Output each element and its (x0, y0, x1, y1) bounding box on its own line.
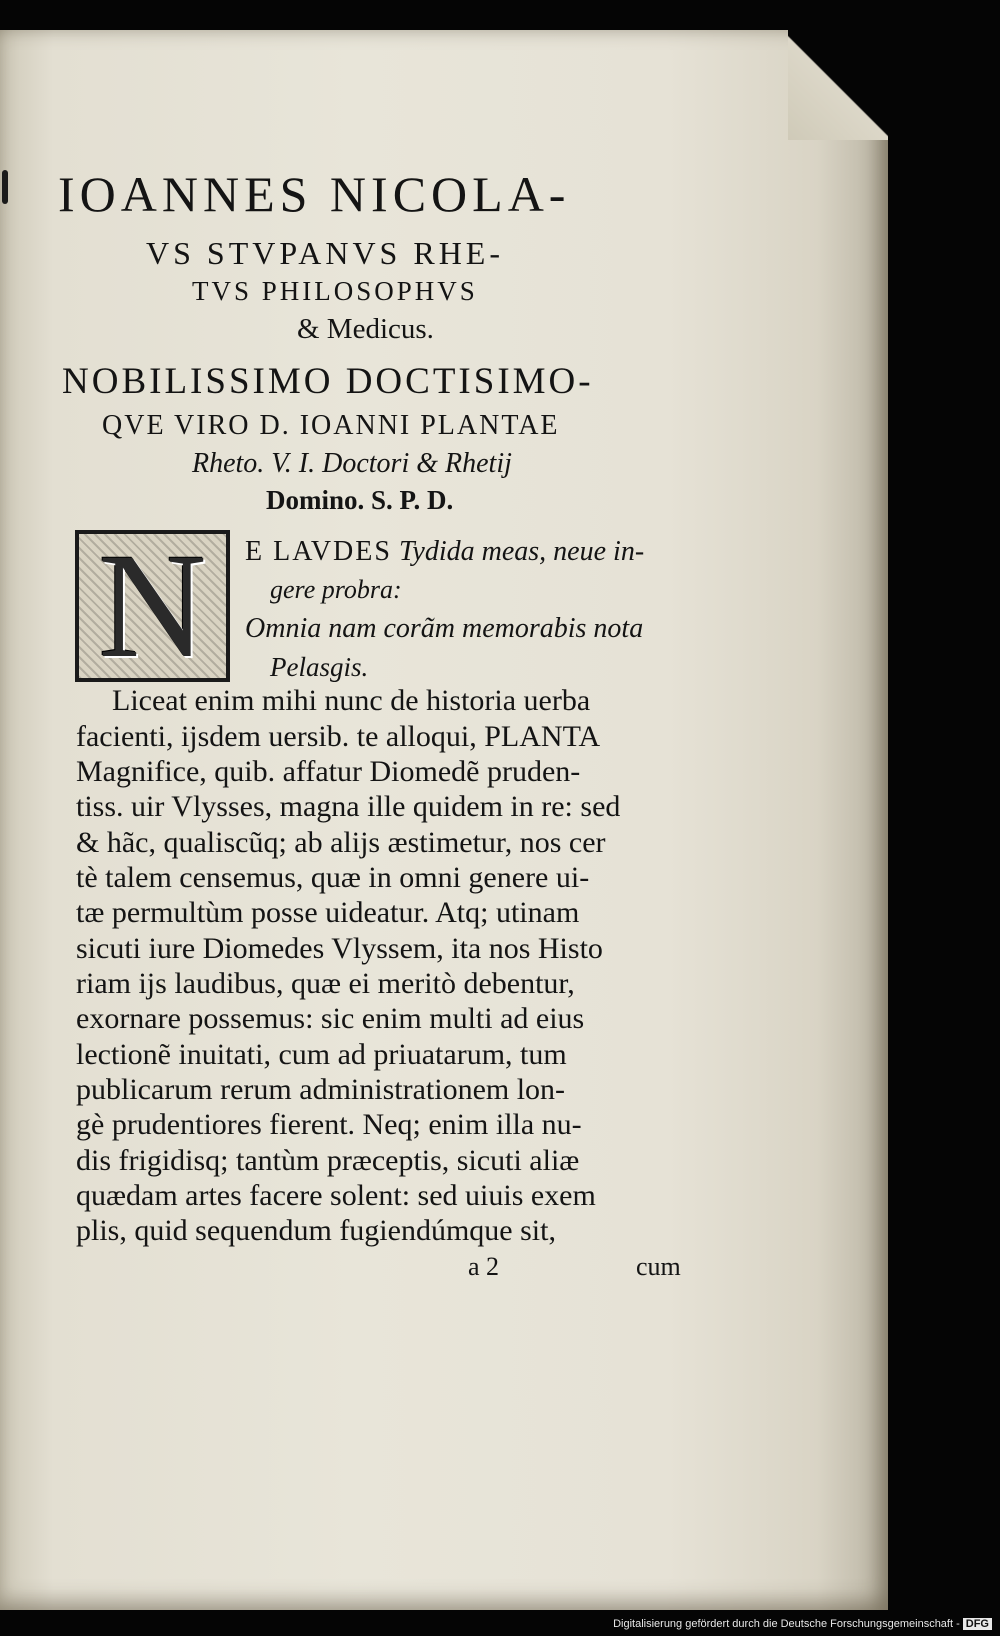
title-line-3: TVS PHILOSOPHVS (192, 276, 478, 306)
body-line: & hãc, qualiscũq; ab alijs æstimetur, nos cer (76, 826, 606, 859)
body-line: dis frigidisq; tantùm præceptis, sicuti aliæ (76, 1144, 580, 1177)
title-line-2: VS STVPANVS RHE- (146, 235, 504, 271)
binding-edge-mark (2, 170, 8, 204)
dfg-logo: DFG (963, 1618, 992, 1630)
verse-line-1 (245, 536, 644, 568)
body-line: riam ijs laudibus, quæ ei meritò debentur, (76, 967, 575, 1000)
verse-line-4: Pelasgis. (270, 652, 369, 682)
title-line-1: IOANNES NICOLA- (58, 166, 571, 222)
dedication-line-4: Domino. S. P. D. (266, 485, 454, 515)
body-line: quædam artes facere solent: sed uiuis exem (76, 1179, 596, 1212)
body-line: lectionẽ inuitati, cum ad priuatarum, tum (76, 1038, 567, 1071)
book-page (0, 30, 888, 1610)
dedication-line-2: QVE VIRO D. IOANNI PLANTAE (102, 410, 560, 441)
dedication-line-1: NOBILISSIMO DOCTISIMO- (62, 361, 594, 402)
verse-line-1-italic: Tydida meas, neue in- (398, 536, 645, 567)
title-line-4: & Medicus. (297, 313, 434, 345)
dedication-line-3: Rheto. V. I. Doctori & Rhetij (192, 448, 512, 479)
body-line: publicarum rerum administrationem lon- (76, 1073, 566, 1106)
verse-line-3: Omnia nam corãm memorabis nota (245, 613, 644, 644)
initial-letter: N (98, 523, 207, 689)
folded-corner (788, 30, 888, 140)
body-line: gè prudentiores fierent. Neq; enim illa nu- (76, 1108, 582, 1141)
body-line: tè talem censemus, quæ in omni genere ui- (76, 861, 590, 894)
verse-line-2: gere probra: (270, 575, 402, 604)
body-line: Liceat enim mihi nunc de historia uerba (112, 684, 591, 717)
body-line: plis, quid sequendum fugiendúmque sit, (76, 1214, 556, 1247)
body-line: tæ permultùm posse uideatur. Atq; utinam (76, 896, 580, 929)
decorated-initial (75, 523, 230, 689)
verse-line-1-caps: E LAVDES (245, 536, 392, 567)
catchword: cum (636, 1252, 681, 1281)
footer-text: Digitalisierung gefördert durch die Deutsche Forschungsgemeinschaft - (613, 1618, 960, 1630)
body-line: Magnifice, quib. affatur Diomedẽ pruden- (76, 755, 581, 788)
body-line: tiss. uir Vlysses, magna ille quidem in re: sed (76, 790, 621, 823)
body-line: facienti, ijsdem uersib. te alloqui, PLANTA (76, 720, 601, 753)
signature-mark: a 2 (468, 1252, 500, 1281)
body-line: exornare possemus: sic enim multi ad eius (76, 1002, 585, 1035)
footer-credit (613, 1618, 992, 1630)
body-line: sicuti iure Diomedes Vlyssem, ita nos Histo (76, 932, 603, 965)
